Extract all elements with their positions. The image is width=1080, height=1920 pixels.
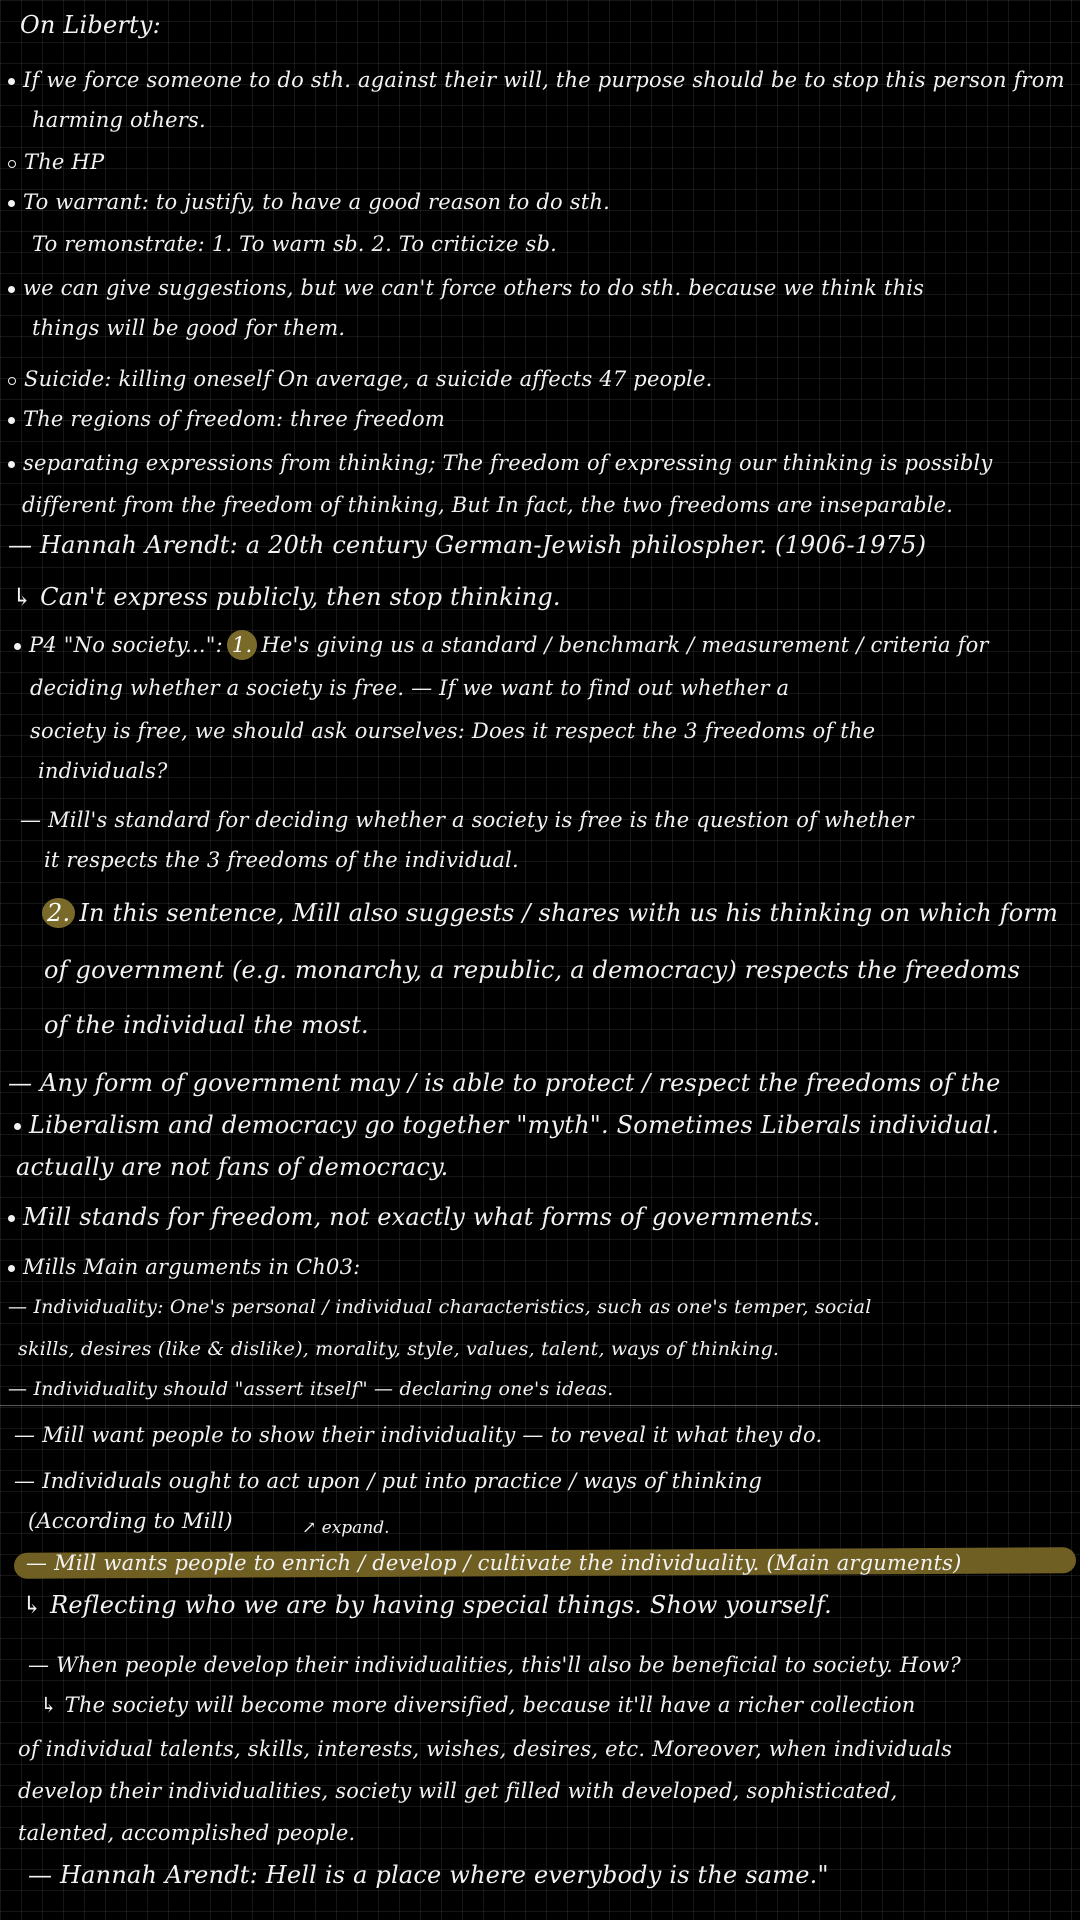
note-line: To warrant: to justify, to have a good reason to do sth. (8, 187, 610, 217)
note-line: — Individuality: One's personal / individual characteristics, such as one's temper, social (8, 1296, 872, 1318)
note-line: Suicide: killing oneself On average, a suicide affects 47 people. (8, 364, 713, 394)
note-line: — Hannah Arendt: a 20th century German-Jewish philospher. (1906-1975) (8, 531, 927, 559)
bullet-dot-icon (8, 78, 15, 85)
note-line: — Mill's standard for deciding whether a society is free is the question of whether (20, 808, 914, 832)
annotation-expand: ↗ expand. (302, 1518, 390, 1538)
bullet-dot-icon (14, 1123, 21, 1130)
note-line: of the individual the most. (44, 1011, 369, 1039)
bullet-dot-icon (14, 643, 21, 650)
note-line: society is free, we should ask ourselves: Does it respect the 3 freedoms of the (30, 719, 876, 743)
section-divider (0, 1405, 1080, 1406)
bullet-dot-icon (8, 1215, 15, 1222)
notes-title: On Liberty: (20, 11, 161, 39)
note-line: actually are not fans of democracy. (16, 1153, 449, 1181)
bullet-circle-icon (8, 377, 16, 385)
bullet-circle-icon (8, 160, 16, 168)
note-line: of individual talents, skills, interests, wishes, desires, etc. Moreover, when individuals (18, 1737, 953, 1761)
note-line: different from the freedom of thinking, But In fact, the two freedoms are inseparable. (22, 493, 954, 517)
note-line: Mills Main arguments in Ch03: (8, 1252, 360, 1282)
bullet-dot-icon (8, 461, 15, 468)
note-line: Liberalism and democracy go together "myth". Sometimes Liberals individual. (14, 1110, 999, 1140)
note-line: — Individuals ought to act upon / put into practice / ways of thinking (14, 1469, 762, 1493)
bullet-dot-icon (8, 286, 15, 293)
bullet-dot-icon (8, 200, 15, 207)
highlighted-number: 1. (227, 630, 257, 660)
note-line: individuals? (38, 759, 168, 783)
note-line: skills, desires (like & dislike), morality, style, values, talent, ways of thinking. (18, 1338, 780, 1360)
note-line: ↳ Reflecting who we are by having special things. Show yourself. (22, 1591, 832, 1619)
note-line: of government (e.g. monarchy, a republic, a democracy) respects the freedoms (44, 956, 1021, 984)
note-line: The regions of freedom: three freedom (8, 404, 445, 434)
highlighted-number: 2. (42, 898, 75, 928)
note-line: P4 "No society...": 1. He's giving us a standard / benchmark / measurement / criteria for (14, 630, 989, 660)
note-line: — Individuality should "assert itself" — declaring one's ideas. (8, 1378, 614, 1400)
note-line: ↳ Can't express publicly, then stop thinking. (12, 583, 561, 611)
note-line: develop their individualities, society will get filled with developed, sophisticated, (18, 1779, 898, 1803)
note-line: The HP (8, 147, 104, 177)
note-line: separating expressions from thinking; The freedom of expressing our thinking is possibly (8, 448, 992, 478)
note-line: If we force someone to do sth. against their will, the purpose should be to stop this person from (8, 65, 1065, 95)
bullet-dot-icon (8, 417, 15, 424)
note-line: To remonstrate: 1. To warn sb. 2. To criticize sb. (32, 232, 557, 256)
note-line-highlighted: — Mill wants people to enrich / develop / cultivate the individuality. (Main arguments) (26, 1551, 962, 1575)
note-line: harming others. (32, 108, 206, 132)
note-line: — Any form of government may / is able to protect / respect the freedoms of the (8, 1069, 1001, 1097)
bullet-dot-icon (8, 1265, 15, 1272)
note-line: things will be good for them. (32, 316, 346, 340)
note-line: ↳ The society will become more diversified, because it'll have a richer collection (40, 1693, 916, 1717)
note-line: deciding whether a society is free. — If we want to find out whether a (30, 676, 790, 700)
note-line: (According to Mill) (28, 1509, 233, 1533)
note-line: — Mill want people to show their individuality — to reveal it what they do. (14, 1423, 823, 1447)
note-line: — Hannah Arendt: Hell is a place where everybody is the same." (28, 1861, 829, 1889)
note-line: talented, accomplished people. (18, 1821, 356, 1845)
note-line: it respects the 3 freedoms of the individual. (44, 848, 519, 872)
note-line: Mill stands for freedom, not exactly what forms of governments. (8, 1202, 821, 1232)
note-line: — When people develop their individualities, this'll also be beneficial to society. How? (28, 1653, 961, 1677)
note-line: we can give suggestions, but we can't force others to do sth. because we think this (8, 273, 924, 303)
note-line: 2. In this sentence, Mill also suggests / shares with us his thinking on which form (38, 898, 1058, 928)
